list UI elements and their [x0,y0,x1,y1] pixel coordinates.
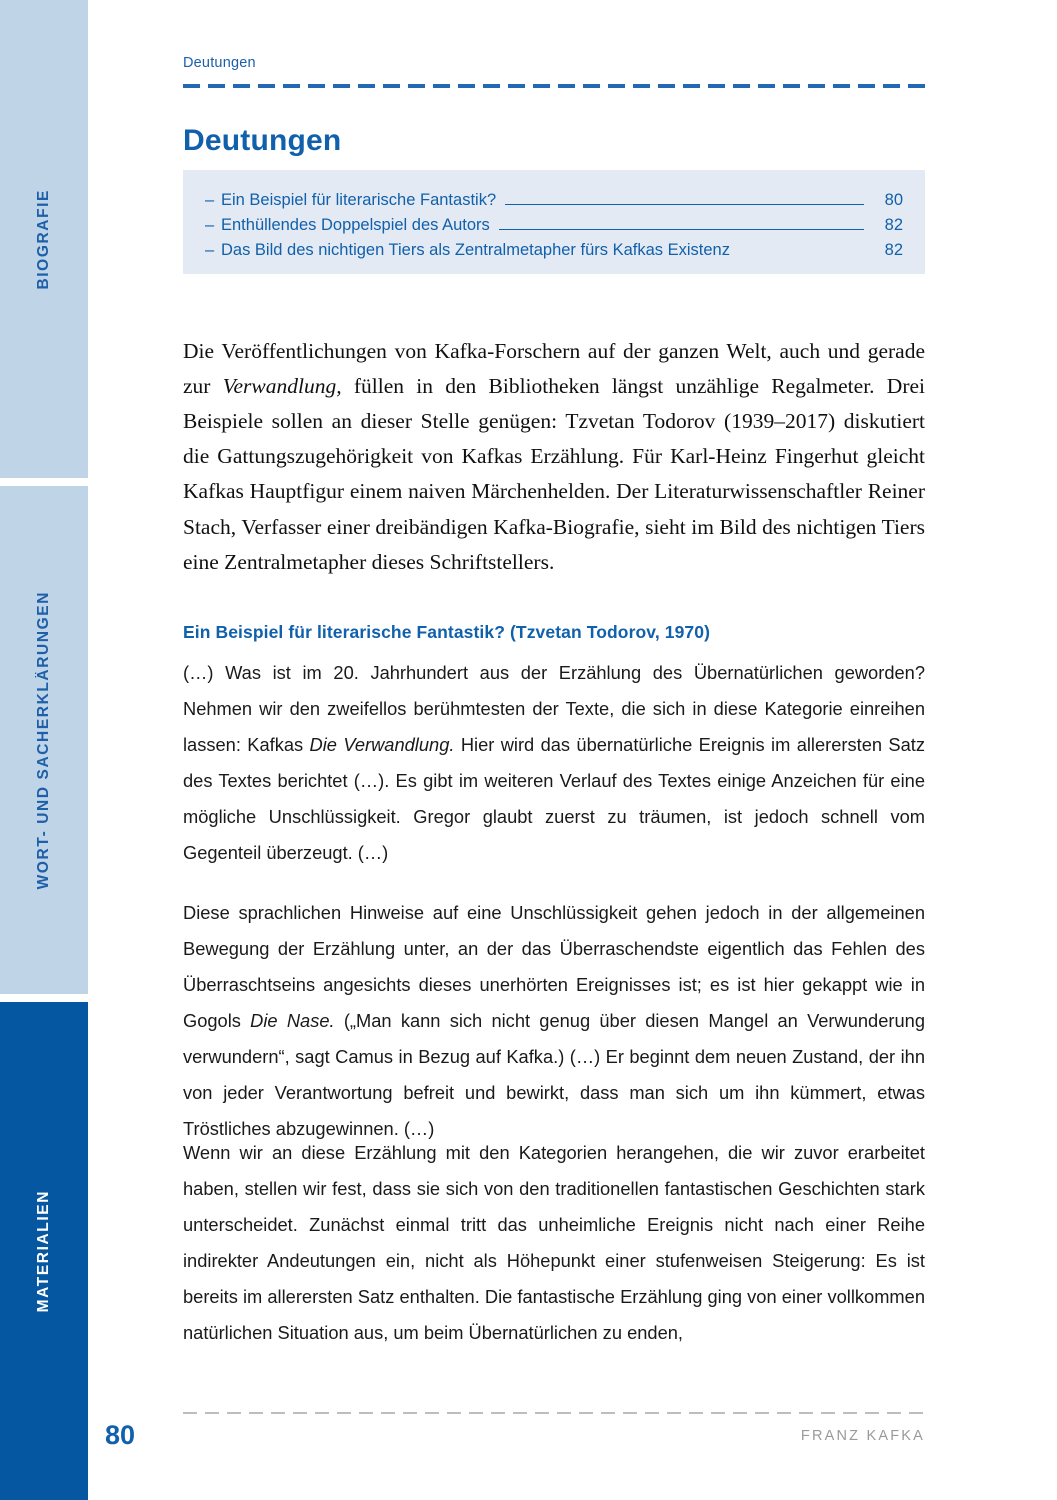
section-heading: Ein Beispiel für literarische Fantastik? (Tzvetan Todorov, 1970) [183,621,710,642]
sidebar-tab-label: MATERIALIEN [35,1189,52,1313]
toc-entry[interactable] [205,213,903,238]
intro-text-part-1: Die Veröffentlichungen von Kafka-Forschern auf der ganzen Welt, auch und gerade zur [183,338,925,398]
toc-entry[interactable] [205,188,903,213]
toc-entry-page: 82 [884,241,903,259]
toc-dash: – [205,216,215,234]
quote-text-part-1: Wenn wir an diese Erzählung mit den Kategorien herangehen, die wir zuvor erarbeitet haben, stellen wir fest, dass sie sich von den traditionellen fantastischen Geschichten stark unterscheidet. Zunächst einmal tritt das unheimliche Ereignis nicht nach einer Reihe indirekter Andeutungen ein, nicht als Höhepunkt einer stufenweisen Steigerung: Es ist bereits im allerersten Satz enthalten. Die fantastische Erzählung ging von einer vollkommen natürlichen Situation aus, um beim Übernatürlichen zu enden, [183,1142,925,1344]
footer-dashed-rule [183,1412,925,1414]
toc-entry-label: Enthüllendes Doppelspiel des Autors [221,216,490,234]
quote-text-part-1: Diese sprachlichen Hinweise auf eine Unschlüssigkeit gehen jedoch in der allgemeinen Bewegung der Erzählung unter, an der das Überraschendste eigentlich das Fehlen des Überraschtseins angesichts dieses unerhörten Ereignisses ist; es ist hier gekappt wie in Gogols [183,902,925,1032]
header-dashed-rule [183,84,925,88]
page-title: Deutungen [183,124,342,158]
toc-leader-line [505,203,864,205]
quote-italic-title: Die Nase. [250,1010,335,1032]
running-header: Deutungen [183,55,256,71]
toc-dash: – [205,191,215,209]
quote-italic-title: Die Verwandlung. [309,734,455,756]
table-of-contents-box [183,170,925,274]
quote-paragraph [183,655,925,871]
toc-entry-label: Ein Beispiel für literarische Fantastik? [221,191,497,209]
intro-text-part-2: füllen in den Bibliotheken längst unzählige Regalmeter. Drei Beispiele sollen an dieser Stelle genügen: Tzvetan Todorov (1939–2017) diskutiert die Gattungszugehörigkeit von Kafkas Erzählung. Für Karl-Heinz Fingerhut gleicht Kafkas Hauptfigur einem naiven Märchenhelden. Der Literaturwissenschaftler Reiner Stach, Verfasser einer dreibändigen Kafka-Biografie, sieht im Bild des nichtigen Tiers eine Zentralmetapher dieses Schriftstellers. [183,373,926,574]
side-tab-strip [0,0,88,1500]
toc-entry-page: 80 [884,191,903,209]
quote-text-part-1: (…) Was ist im 20. Jahrhundert aus der Erzählung des Übernatürlichen geworden? Nehmen wir den zweifellos berühmtesten der Texte, die sich in diese Kategorie einreihen lassen: Kafkas [183,662,925,756]
quote-text-part-2: Hier wird das übernatürliche Ereignis im allerersten Satz des Textes berichtet (…). Es gibt im weiteren Verlauf des Textes einige Anzeichen für eine mögliche Unschlüssigkeit. Gregor glaubt zuerst zu träumen, ist jedoch schnell vom Gegenteil überzeugt. (…) [183,734,925,864]
sidebar-tab-label: BIOGRAFIE [35,188,52,290]
intro-italic-title: Verwandlung, [222,373,342,398]
toc-entry-page: 82 [884,216,903,234]
toc-entry-label: Das Bild des nichtigen Tiers als Zentralmetapher fürs Kafkas Existenz [221,241,730,259]
toc-dash: – [205,241,215,259]
footer-book-title: FRANZ KAFKA [800,1428,925,1444]
toc-leader-line [739,254,864,255]
sidebar-tab-materialien[interactable] [0,1002,88,1500]
sidebar-tab-biografie[interactable] [0,0,88,478]
toc-leader-line [499,228,864,230]
quote-paragraph [183,895,925,1147]
quote-text-part-2: („Man kann sich nicht genug über diesen Mangel an Verwunderung verwundern“, sagt Camus in Bezug auf Kafka.) (…) Er beginnt dem neuen Zustand, der ihn von jeder Verantwortung befreit und bewirkt, dass man sich um ihn kümmert, etwas Tröstliches abzugewinnen. (…) [183,1010,925,1140]
sidebar-tab-label: WORT- UND SACHERKLÄRUNGEN [35,590,52,890]
quote-paragraph [183,1135,925,1351]
page-number: 80 [105,1420,136,1450]
toc-entry[interactable] [205,238,903,263]
intro-paragraph [183,334,925,580]
sidebar-tab-wort-und-sacherklaerungen[interactable] [0,486,88,994]
